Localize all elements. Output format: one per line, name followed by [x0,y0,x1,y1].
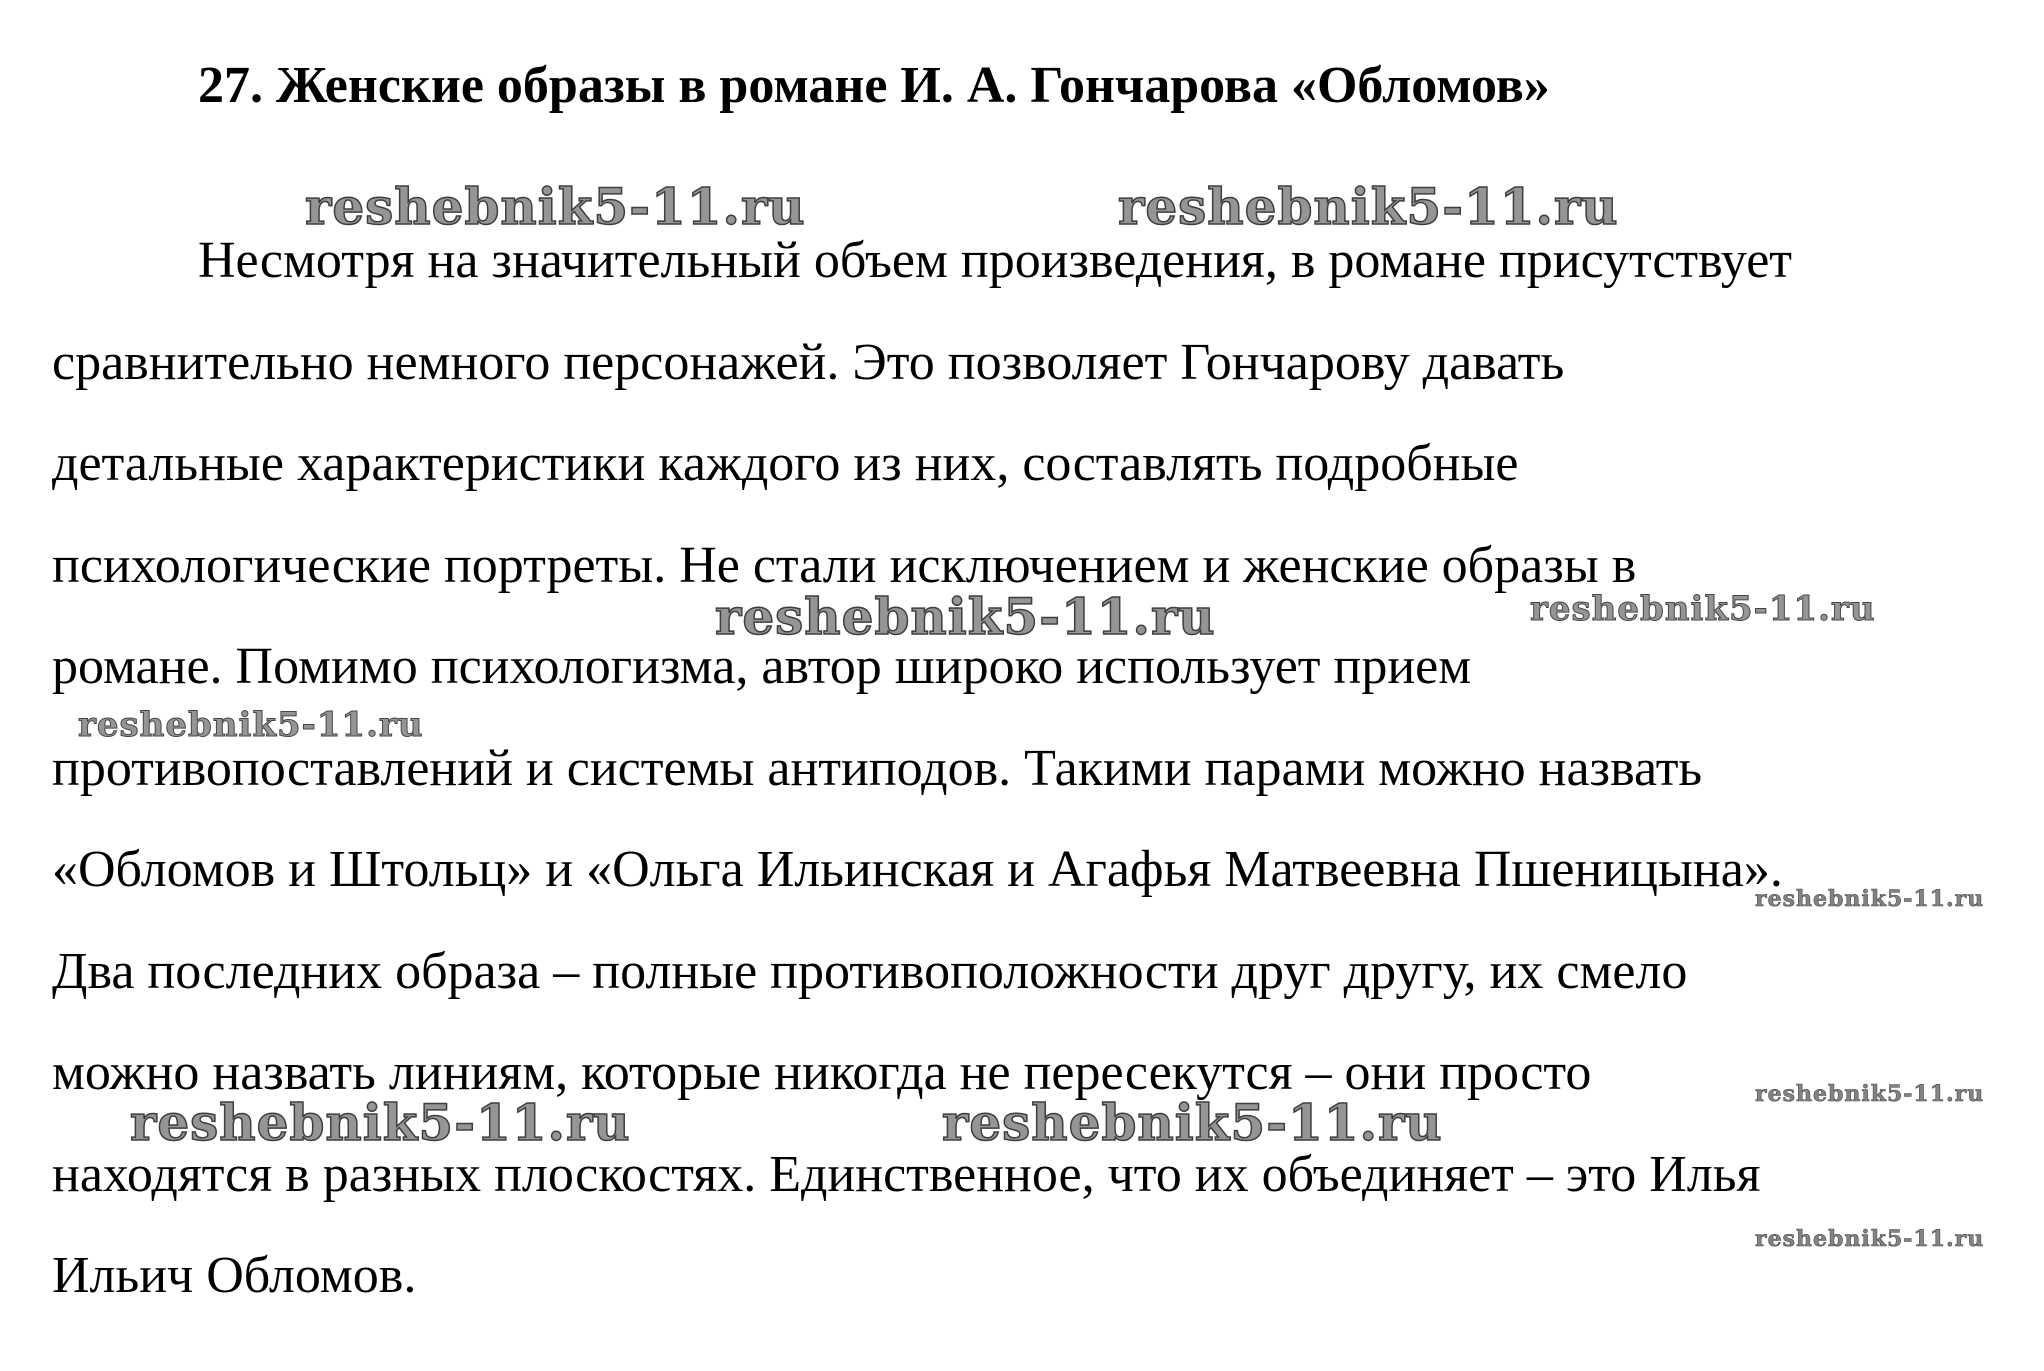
paragraph-line: Несмотря на значительный объем произведения, в романе присутствует [198,232,1793,289]
paragraph-line: Два последних образа – полные противоположности друг другу, их смело [52,942,1688,1000]
watermark: reshebnik5-11.ru [1530,589,1876,629]
paragraph-line: противопоставлений и системы антиподов. Такими парами можно назвать [52,739,1703,797]
paragraph-line: можно назвать линиям, которые никогда не пересекутся – они просто [52,1044,1592,1101]
watermark: reshebnik5-11.ru [942,1093,1443,1152]
watermark: reshebnik5-11.ru [78,705,424,745]
paragraph-line: находятся в разных плоскостях. Единственное, что их объединяет – это Илья [52,1145,1761,1203]
paragraph-line: романе. Помимо психологизма, автор широко использует прием [52,638,1472,695]
paragraph-line: Ильич Обломов. [52,1247,417,1304]
document-body [52,210,2032,1327]
watermark: reshebnik5-11.ru [1755,886,1985,912]
paragraph-line: психологические портреты. Не стали исключением и женские образы в [52,536,1637,594]
paragraph-line: «Обломов и Штольц» и «Ольга Ильинская и Агафья Матвеевна Пшеницына». [52,841,1783,898]
watermark: reshebnik5-11.ru [1755,1081,1985,1107]
watermark: reshebnik5-11.ru [1118,177,1619,236]
document-title: 27. Женские образы в романе И. А. Гончарова «Обломов» [198,57,1550,114]
paragraph-line: детальные характеристики каждого из них, составлять подробные [52,435,1519,492]
watermark: reshebnik5-11.ru [715,587,1216,646]
watermark: reshebnik5-11.ru [130,1093,631,1152]
watermark: reshebnik5-11.ru [305,177,806,236]
paragraph-line: сравнительно немного персонажей. Это позволяет Гончарову давать [52,333,1565,391]
watermark: reshebnik5-11.ru [1755,1226,1985,1252]
